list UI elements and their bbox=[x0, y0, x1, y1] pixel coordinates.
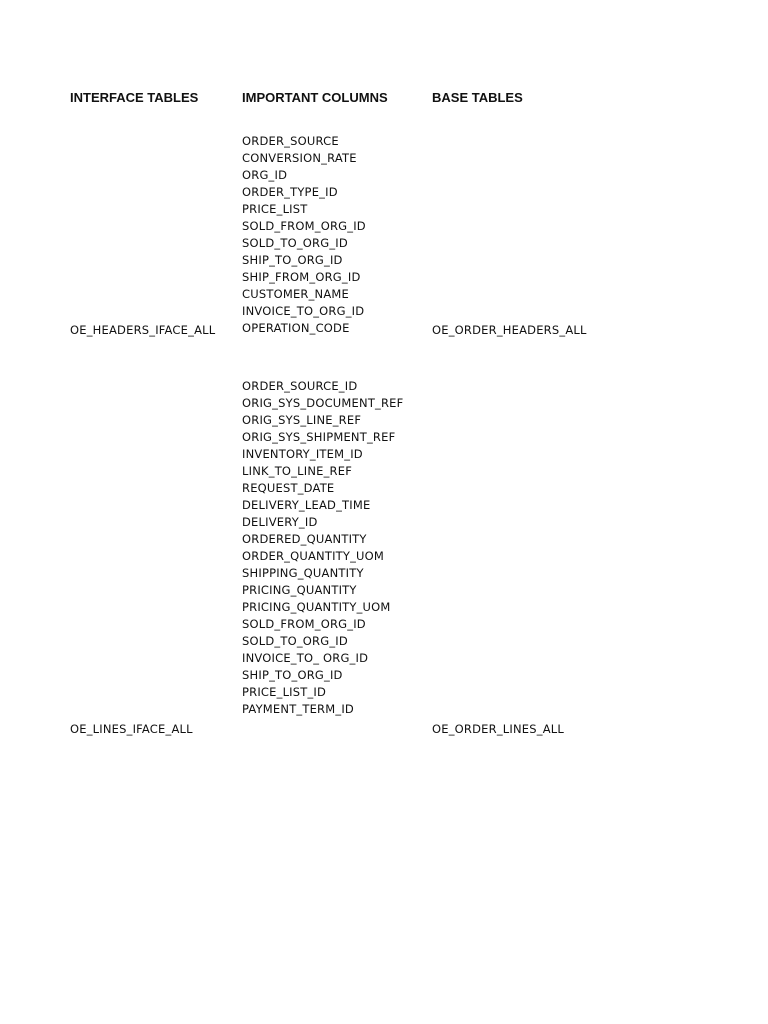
base-tables-header: BASE TABLES bbox=[432, 90, 523, 105]
column-name: PRICING_QUANTITY bbox=[242, 583, 357, 597]
column-name: ORDER_TYPE_ID bbox=[242, 185, 338, 199]
base-table-name: OE_ORDER_HEADERS_ALL bbox=[432, 323, 587, 337]
important-columns-header: IMPORTANT COLUMNS bbox=[242, 90, 388, 105]
column-name: PRICING_QUANTITY_UOM bbox=[242, 600, 391, 614]
column-name: INVOICE_TO_ORG_ID bbox=[242, 304, 365, 318]
column-name: SHIPPING_QUANTITY bbox=[242, 566, 364, 580]
interface-tables-header: INTERFACE TABLES bbox=[70, 90, 199, 105]
column-name: SOLD_FROM_ORG_ID bbox=[242, 219, 366, 233]
column-name: SHIP_FROM_ORG_ID bbox=[242, 270, 361, 284]
column-name: CUSTOMER_NAME bbox=[242, 287, 350, 301]
column-name: PRICE_LIST bbox=[242, 202, 308, 216]
column-name: SOLD_FROM_ORG_ID bbox=[242, 617, 366, 631]
interface-table-name: OE_LINES_IFACE_ALL bbox=[70, 722, 193, 736]
column-name: LINK_TO_LINE_REF bbox=[242, 464, 353, 478]
column-name: SOLD_TO_ORG_ID bbox=[242, 236, 348, 250]
column-name: SHIP_TO_ORG_ID bbox=[242, 668, 343, 682]
column-name: SHIP_TO_ORG_ID bbox=[242, 253, 343, 267]
column-name: ORDER_SOURCE bbox=[242, 134, 339, 148]
column-name: OPERATION_CODE bbox=[242, 321, 350, 335]
column-name: INVOICE_TO_ ORG_ID bbox=[242, 651, 369, 665]
column-name: INVENTORY_ITEM_ID bbox=[242, 447, 363, 461]
interface-table-name: OE_HEADERS_IFACE_ALL bbox=[70, 323, 216, 337]
line-columns-list bbox=[242, 378, 403, 718]
column-name: ORG_ID bbox=[242, 168, 288, 182]
header-columns-list bbox=[242, 133, 366, 337]
column-name: ORIG_SYS_DOCUMENT_REF bbox=[242, 396, 404, 410]
column-name: DELIVERY_LEAD_TIME bbox=[242, 498, 371, 512]
column-name: PAYMENT_TERM_ID bbox=[242, 702, 354, 716]
column-name: CONVERSION_RATE bbox=[242, 151, 357, 165]
column-name: ORIG_SYS_LINE_REF bbox=[242, 413, 362, 427]
column-name: DELIVERY_ID bbox=[242, 515, 318, 529]
column-name: REQUEST_DATE bbox=[242, 481, 335, 495]
column-name: PRICE_LIST_ID bbox=[242, 685, 327, 699]
column-name: ORIG_SYS_SHIPMENT_REF bbox=[242, 430, 396, 444]
column-name: SOLD_TO_ORG_ID bbox=[242, 634, 348, 648]
base-table-name: OE_ORDER_LINES_ALL bbox=[432, 722, 564, 736]
column-name: ORDERED_QUANTITY bbox=[242, 532, 367, 546]
column-name: ORDER_SOURCE_ID bbox=[242, 379, 358, 393]
column-name: ORDER_QUANTITY_UOM bbox=[242, 549, 385, 563]
